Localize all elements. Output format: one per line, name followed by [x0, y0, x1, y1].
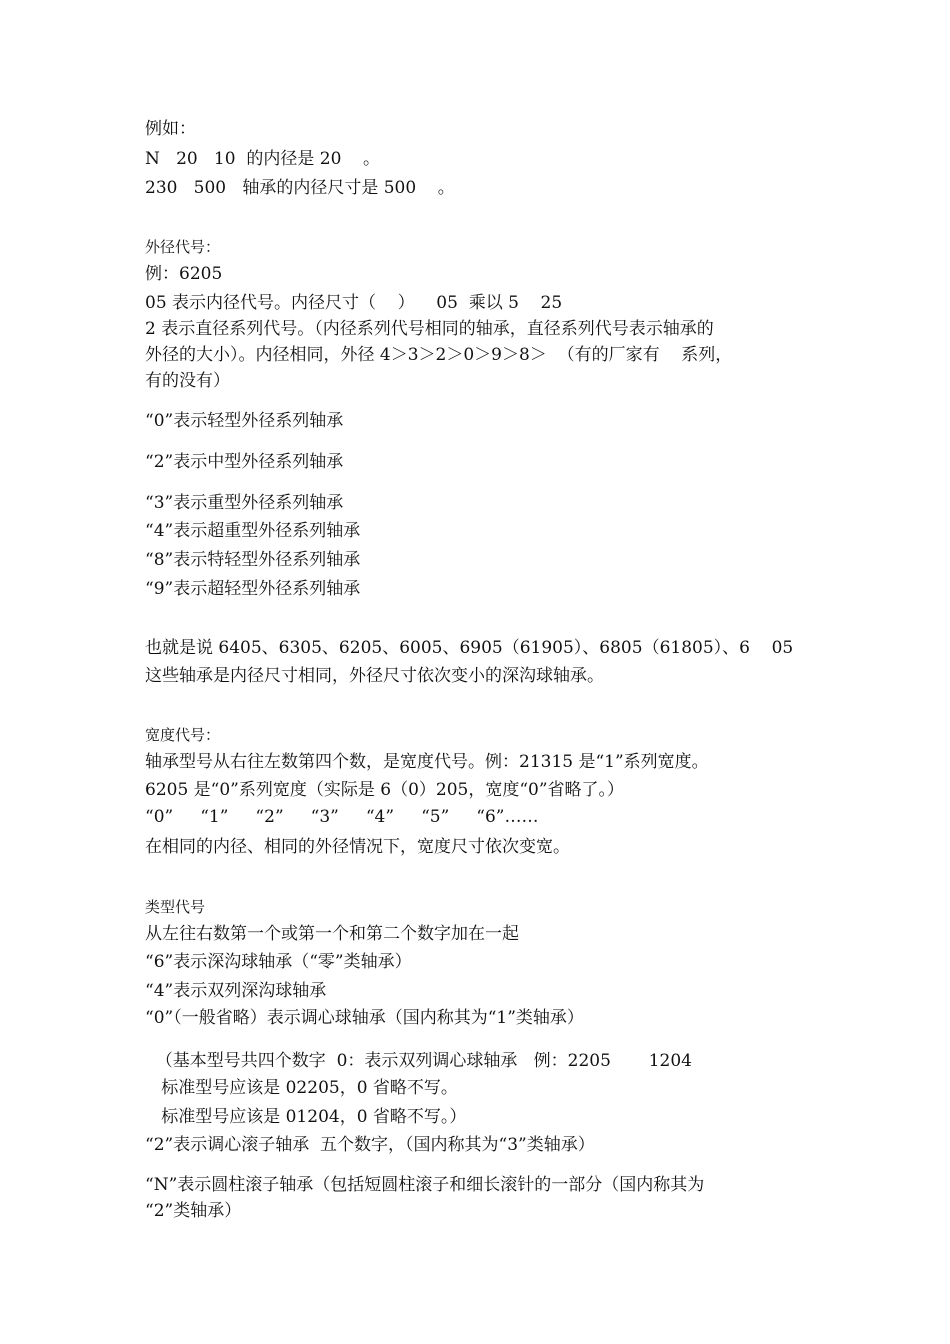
width-paragraph-2: 6205 是“0”系列宽度（实际是 6（0）205，宽度“0”省略了。）	[145, 780, 625, 800]
inner-example-line-2: 230 500 轴承的内径尺寸是 500 。	[145, 178, 455, 198]
type-paragraph-6: 标准型号应该是 02205，0 省略不写。	[145, 1078, 458, 1098]
type-paragraph-9: “N”表示圆柱滚子轴承（包括短圆柱滚子和细长滚针的一部分（国内称其为	[145, 1175, 705, 1195]
width-heading: 宽度代号：	[145, 726, 221, 744]
type-paragraph-7: 标准型号应该是 01204，0 省略不写。）	[145, 1107, 467, 1127]
outer-diameter-heading: 外径代号：	[145, 238, 221, 256]
outer-summary-1: 也就是说 6405、6305、6205、6005、6905（61905）、6805（61805）、6 05	[145, 638, 794, 658]
type-paragraph-10: “2”类轴承）	[145, 1201, 242, 1221]
type-paragraph-5: （基本型号共四个数字 0：表示双列调心球轴承 例：2205 1204	[145, 1051, 692, 1071]
outer-series-item: “3”表示重型外径系列轴承	[145, 493, 344, 513]
inner-example-line-1: N 20 10 的内径是 20 。	[145, 149, 381, 169]
type-paragraph-1: 从左往右数第一个或第一个和第二个数字加在一起	[145, 924, 519, 944]
outer-example: 例：6205	[145, 264, 223, 284]
width-series-list: “0” “1” “2” “3” “4” “5” “6”……	[145, 807, 539, 827]
outer-summary-2: 这些轴承是内径尺寸相同，外径尺寸依次变小的深沟球轴承。	[145, 666, 604, 686]
type-paragraph-2: “6”表示深沟球轴承（“零”类轴承）	[145, 952, 412, 972]
outer-series-item: “4”表示超重型外径系列轴承	[145, 521, 361, 541]
type-paragraph-8: “2”表示调心滚子轴承 五个数字，（国内称其为“3”类轴承）	[145, 1135, 595, 1155]
outer-series-item: “9”表示超轻型外径系列轴承	[145, 579, 361, 599]
outer-series-item: “8”表示特轻型外径系列轴承	[145, 550, 361, 570]
outer-series-item: “2”表示中型外径系列轴承	[145, 452, 344, 472]
outer-series-item: “0”表示轻型外径系列轴承	[145, 411, 344, 431]
type-paragraph-4: “0”（一般省略）表示调心球轴承（国内称其为“1”类轴承）	[145, 1008, 584, 1028]
outer-paragraph-2: 2 表示直径系列代号。（内径系列代号相同的轴承，直径系列代号表示轴承的	[145, 319, 714, 339]
width-paragraph-4: 在相同的内径、相同的外径情况下，宽度尺寸依次变宽。	[145, 837, 570, 857]
outer-paragraph-3: 外径的大小）。内径相同，外径 4＞3＞2＞0＞9＞8＞ （有的厂家有 系列，	[145, 345, 733, 365]
outer-paragraph-1: 05 表示内径代号。内径尺寸（ ） 05 乘以 5 25	[145, 293, 563, 313]
type-paragraph-3: “4”表示双列深沟球轴承	[145, 981, 327, 1001]
inner-example-label: 例如：	[145, 119, 196, 139]
type-heading: 类型代号	[145, 898, 206, 916]
outer-paragraph-4: 有的没有）	[145, 371, 230, 391]
width-paragraph-1: 轴承型号从右往左数第四个数，是宽度代号。例：21315 是“1”系列宽度。	[145, 752, 709, 772]
